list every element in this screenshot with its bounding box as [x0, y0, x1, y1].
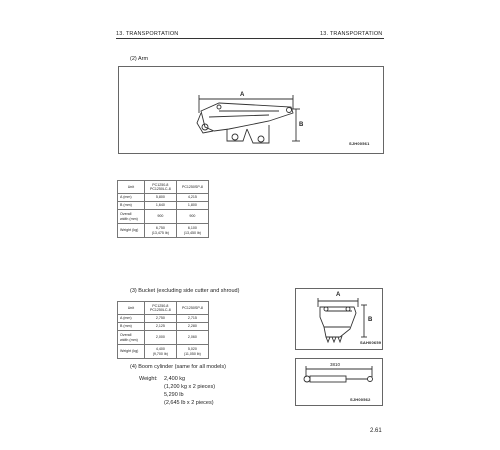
- arm-figure-code: SJH00561: [349, 141, 370, 146]
- table-row: [118, 210, 209, 224]
- weight-line: (2,645 lb x 2 pieces): [164, 400, 214, 406]
- cell: 2,125: [144, 323, 176, 331]
- header-right: 13. TRANSPORTATION: [320, 31, 383, 37]
- row-label: A (mm): [118, 194, 145, 202]
- cell: 1,800: [176, 202, 208, 210]
- bucket-spec-table: [117, 301, 209, 359]
- arm-section-title: (2) Arm: [130, 56, 149, 62]
- table-row: [118, 224, 209, 238]
- column-header: PC1250SP-8: [176, 181, 208, 194]
- arm-dimension-a: A: [240, 92, 245, 98]
- row-label: A (mm): [118, 315, 145, 323]
- cell: 2,715: [176, 315, 208, 323]
- arm-illustration: [119, 67, 383, 153]
- table-header-row: [118, 181, 209, 194]
- cell: 5,020 (11,050 lb): [176, 345, 208, 359]
- cell: 900: [176, 210, 208, 224]
- boom-cylinder-dimension: 3810: [330, 362, 341, 367]
- weight-line: 5,290 lb: [164, 392, 184, 398]
- table-row: [118, 323, 209, 331]
- bucket-figure-code: SAH00659: [360, 340, 382, 345]
- table-header-row: [118, 302, 209, 315]
- weight-line: (1,200 kg x 2 pieces): [164, 384, 216, 390]
- boom-cylinder-section-title: (4) Boom cylinder (same for all models): [130, 364, 226, 370]
- arm-dimension-b: B: [299, 122, 304, 128]
- cell: 4,215: [176, 194, 208, 202]
- cell: 1,640: [144, 202, 176, 210]
- bucket-dimension-b: B: [368, 317, 373, 323]
- weight-line: 2,400 kg: [164, 376, 186, 382]
- page-number: 2.61: [370, 428, 382, 434]
- row-label: Overall width (mm): [118, 331, 145, 345]
- cell: 6,100 (13,450 lb): [176, 224, 208, 238]
- bucket-section-title: (3) Bucket (excluding side cutter and shroud): [130, 288, 240, 294]
- header-left: 13. TRANSPORTATION: [116, 31, 179, 37]
- bucket-figure-panel: [295, 288, 383, 350]
- header-rule: [116, 38, 384, 39]
- cell: 2,280: [176, 323, 208, 331]
- boom-cylinder-figure-code: SJH00562: [350, 397, 371, 402]
- column-header: Unit: [118, 302, 145, 315]
- column-header: PC1250-8 PC1250LC-8: [144, 302, 176, 315]
- row-label: Weight (kg): [118, 345, 145, 359]
- row-label: B (mm): [118, 323, 145, 331]
- cell: 5,800: [144, 194, 176, 202]
- boom-cylinder-figure-panel: [295, 358, 383, 406]
- arm-spec-table: [117, 180, 209, 238]
- weight-label: Weight:: [139, 376, 158, 382]
- cell: 4,400 (9,700 lb): [144, 345, 176, 359]
- bucket-dimension-a: A: [336, 292, 341, 298]
- cell: 900: [144, 210, 176, 224]
- row-label: Weight (kg): [118, 224, 145, 238]
- table-row: [118, 202, 209, 210]
- row-label: Overall width (mm): [118, 210, 145, 224]
- cell: 2,000: [144, 331, 176, 345]
- cell: 6,750 (13,475 lb): [144, 224, 176, 238]
- arm-figure-panel: [118, 66, 384, 154]
- cell: 2,750: [144, 315, 176, 323]
- table-row: [118, 194, 209, 202]
- column-header: Unit: [118, 181, 145, 194]
- cell: 2,060: [176, 331, 208, 345]
- column-header: PC1250-8 PC1250LC-8: [144, 181, 176, 194]
- table-row: [118, 315, 209, 323]
- row-label: B (mm): [118, 202, 145, 210]
- table-row: [118, 345, 209, 359]
- column-header: PC1250SP-8: [176, 302, 208, 315]
- table-row: [118, 331, 209, 345]
